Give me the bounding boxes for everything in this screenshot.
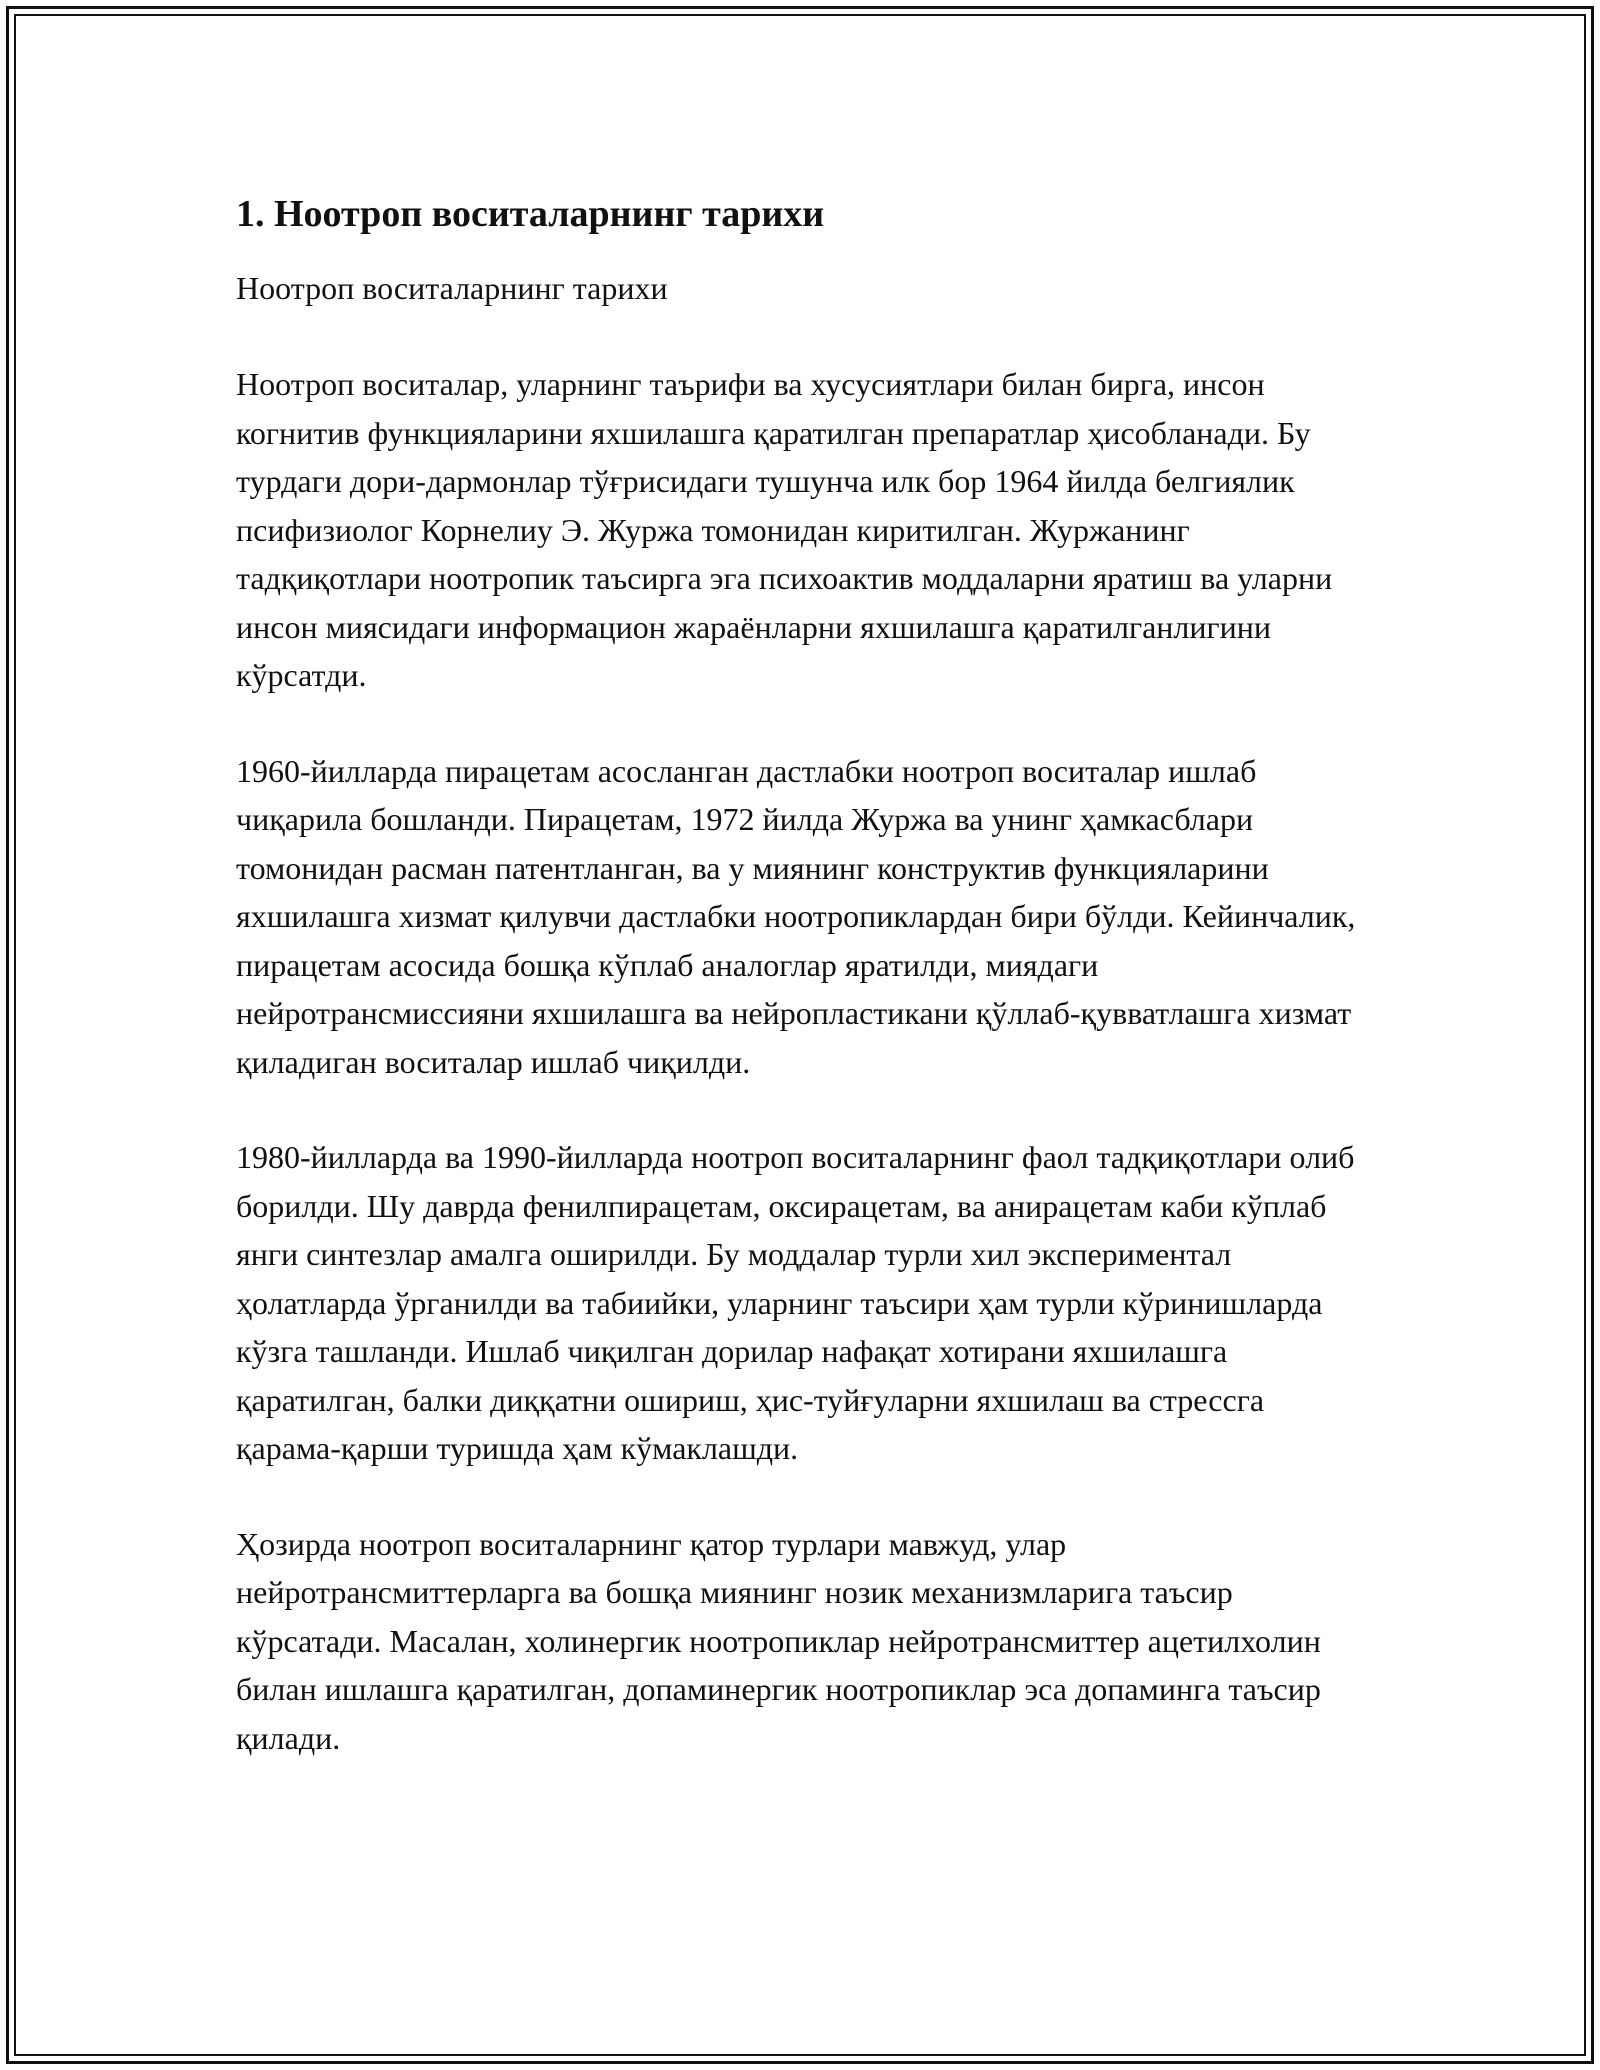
paragraph-2: 1960-йилларда пирацетам асосланган дастлабки ноотроп воситалар ишлаб чиқарила бошланди. Пирацетам, 1972 йилда Журжа ва унинг ҳамкасблари томонидан расман патентланган, ва у миянинг конструктив функцияларини яхшилашга хизмат қилувчи дастлабки ноотропиклардан бири бўлди. Кейинчалик, пирацетам асосида бошқа кўплаб аналоглар яратилди, миядаги нейротрансмиссияни яхшилашга ва нейропластикани қўллаб-қувватлашга хизмат қиладиган воситалар ишлаб чиқилди.: [236, 752, 1356, 1080]
section-subtitle: Ноотроп воситаларнинг тарихи: [236, 270, 668, 306]
paragraph-3: 1980-йилларда ва 1990-йилларда ноотроп воситаларнинг фаол тадқиқотлари олиб борилди. Шу даврда фенилпирацетам, оксирацетам, ва анирацетам каби кўплаб янги синтезлар амалга оширилди. Бу моддалар турли хил экспериментал ҳолатларда ўрганилди ва табиийки, уларнинг таъсири ҳам турли кўринишларда кўзга ташланди. Ишлаб чиқилган дорилар нафақат хотирани яхшилашга қаратилган, балки диққатни ошириш, ҳис-туйғуларни яхшилаш ва стрессга қарама-қарши туришда ҳам кўмаклашди.: [236, 1139, 1355, 1466]
paragraph-1: Ноотроп воситалар, уларнинг таърифи ва хусусиятлари билан бирга, инсон когнитив функцияларини яхшилашга қаратилган препаратлар ҳисобланади. Бу турдаги дори-дармонлар тўғрисидаги тушунча илк бор 1964 йилда белгиялик псифизиолог Корнелиу Э. Журжа томонидан киритилган. Журжанинг тадқиқотлари ноотропик таъсирга эга психоактив моддаларни яратиш ва уларни инсон миясидаги информацион жараёнларни яхшилашга қаратилганлигини кўрсатди.: [236, 366, 1333, 693]
document-body: [236, 190, 1366, 1762]
paragraph-4: Ҳозирда ноотроп воситаларнинг қатор турлари мавжуд, улар нейротрансмиттерларга ва бошқа миянинг нозик механизмларига таъсир кўрсатади. Масалан, холинергик ноотропиклар нейротрансмиттер ацетилхолин билан ишлашга қаратилган, допаминергик ноотропиклар эса допаминга таъсир қилади.: [236, 1525, 1321, 1756]
section-heading: 1. Ноотроп воситаларнинг тарихи: [236, 193, 825, 235]
